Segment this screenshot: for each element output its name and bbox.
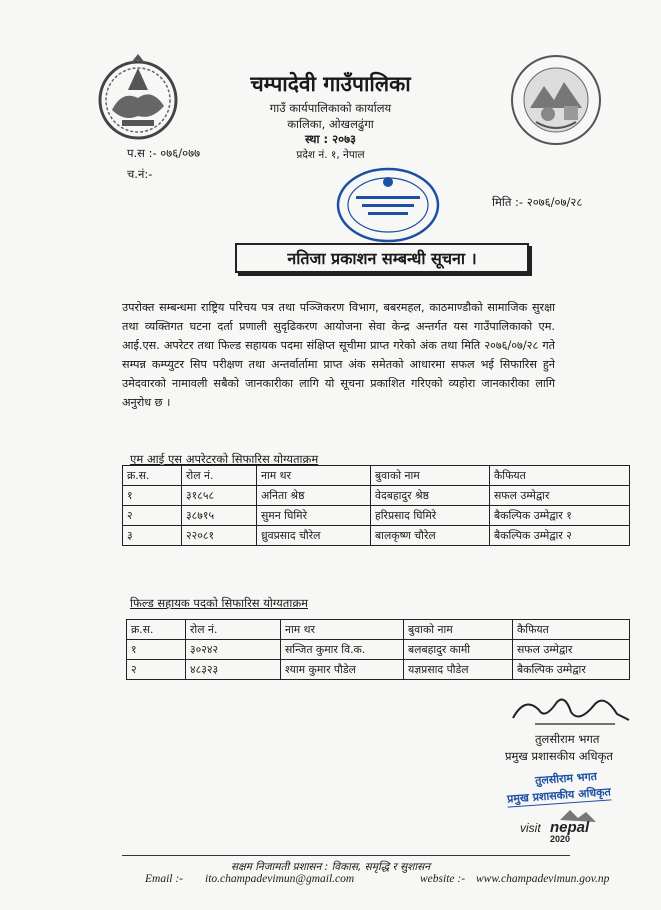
column-header: बुवाको नाम	[371, 466, 490, 486]
visit-nepal-logo-icon	[520, 808, 605, 844]
signature-stamp-name: तुलसीराम भगत	[534, 769, 598, 788]
table-cell: बैकल्पिक उम्मेद्वार	[513, 660, 630, 680]
table-cell: सन्जित कुमार वि.क.	[281, 640, 404, 660]
letter-reference-number: प.स :- ०७६/०७७	[127, 146, 201, 160]
field-assistant-section-title: फिल्ड सहायक पदको सिफारिस योग्यताक्रम	[130, 596, 309, 610]
office-subtitle: गाउँ कार्यपालिकाको कार्यालय	[269, 101, 392, 115]
table-cell: बैकल्पिक उम्मेद्वार २	[490, 526, 630, 546]
table-cell: २२०८१	[182, 526, 257, 546]
svg-text:2020: 2020	[550, 834, 571, 844]
table-cell: ३८७१५	[182, 506, 257, 526]
table-row	[123, 526, 630, 546]
table-cell: सुमन घिमिरे	[257, 506, 371, 526]
table-cell: वेदबहादुर श्रेष्ठ	[371, 486, 490, 506]
footer-motto: सक्षम निजामती प्रशासन : विकास, समृद्धि र सुशासन	[230, 861, 431, 873]
website-url: www.champadevimun.gov.np	[476, 873, 610, 885]
table-cell: सफल उम्मेद्वार	[513, 640, 630, 660]
column-header: कैफियत	[513, 620, 630, 640]
column-header: कैफियत	[490, 466, 630, 486]
table-header-row	[123, 466, 630, 486]
table-cell: २	[127, 660, 186, 680]
table-row	[127, 660, 630, 680]
table-row	[123, 486, 630, 506]
table-header-row	[127, 620, 630, 640]
table-cell: बलबहादुर कामी	[404, 640, 513, 660]
svg-text:visit: visit	[520, 821, 541, 835]
svg-text:nepal: nepal	[550, 819, 590, 836]
letter-date: मिति :- २०७६/०७/२८	[492, 195, 583, 209]
municipality-logo-icon	[508, 52, 604, 148]
signature-icon	[505, 690, 635, 730]
notice-title: नतिजा प्रकाशन सम्बन्धी सूचना ।	[235, 243, 529, 273]
field-assistant-table	[126, 619, 630, 680]
office-title: चम्पादेवी गाउँपालिका	[250, 72, 411, 96]
table-cell: २	[123, 506, 182, 526]
column-header: रोल नं.	[182, 466, 257, 486]
table-cell: ३०२४२	[186, 640, 281, 660]
office-stamp-icon	[328, 160, 448, 250]
signatory-role: प्रमुख प्रशासकीय अधिकृत	[505, 749, 613, 763]
table-cell: श्याम कुमार पौडेल	[281, 660, 404, 680]
column-header: क्र.स.	[127, 620, 186, 640]
table-cell: बालकृष्ण चौरेल	[371, 526, 490, 546]
table-cell: ३	[123, 526, 182, 546]
table-cell: १	[127, 640, 186, 660]
table-cell: ३१८५८	[182, 486, 257, 506]
table-cell: ध्रुवप्रसाद चौरेल	[257, 526, 371, 546]
column-header: नाम थर	[281, 620, 404, 640]
mis-operator-section-title: एम आई एस अपरेटरको सिफारिस योग्यताक्रम	[130, 452, 319, 466]
website-label: website :-	[420, 873, 466, 885]
column-header: बुवाको नाम	[404, 620, 513, 640]
table-cell: १	[123, 486, 182, 506]
table-row	[127, 640, 630, 660]
column-header: क्र.स.	[123, 466, 182, 486]
signature-stamp-role: प्रमुख प्रशासकीय अधिकृत	[506, 785, 612, 806]
email-label: Email :-	[145, 873, 184, 885]
column-header: नाम थर	[257, 466, 371, 486]
office-province: प्रदेश नं. १, नेपाल	[296, 149, 365, 161]
table-cell: हरिप्रसाद घिमिरे	[371, 506, 490, 526]
email-address: ito.champadevimun@gmail.com	[205, 873, 355, 885]
table-cell: ४८३२३	[186, 660, 281, 680]
mis-operator-table	[122, 465, 630, 546]
letter-dispatch-number: च.नं:-	[127, 167, 153, 181]
table-cell: सफल उम्मेद्वार	[490, 486, 630, 506]
table-cell: यज्ञप्रसाद पौडेल	[404, 660, 513, 680]
table-row	[123, 506, 630, 526]
column-header: रोल नं.	[186, 620, 281, 640]
signatory-name: तुलसीराम भगत	[535, 732, 600, 746]
notice-body: उपरोक्त सम्बन्धमा राष्ट्रिय परिचय पत्र तथा पञ्जिकरण विभाग, बबरमहल, काठमाण्डौको सामाजिक सुरक्षा तथा व्यक्तिगत घटना दर्ता प्रणाली सुदृढिकरण आयोजना सेवा केन्द्र अन्तर्गत यस गाउँपालिकाको एम. आई.एस. अपरेटर तथा फिल्ड सहायक पदमा संक्षिप्त सूचीमा प्राप्त गरेको अंक तथा मिति २०७६/०७/२८ गते सम्पन्न कम्प्युटर सिप परीक्षण तथा अन्तर्वार्तामा प्राप्त अंक समेतको आधारमा सफल भई सिफारिस हुने उमेदवारको नामावली सबैको जानकारीका लागि यो सूचना प्रकाशित गरिएको व्यहोरा जानकारीका लागि अनुरोध छ ।	[122, 301, 555, 409]
office-address: कालिका, ओखलढुंगा	[287, 117, 374, 131]
office-established: स्था : २०७३	[304, 132, 357, 146]
footer-divider	[122, 855, 570, 856]
table-cell: बैकल्पिक उम्मेद्वार १	[490, 506, 630, 526]
table-cell: अनिता श्रेष्ठ	[257, 486, 371, 506]
